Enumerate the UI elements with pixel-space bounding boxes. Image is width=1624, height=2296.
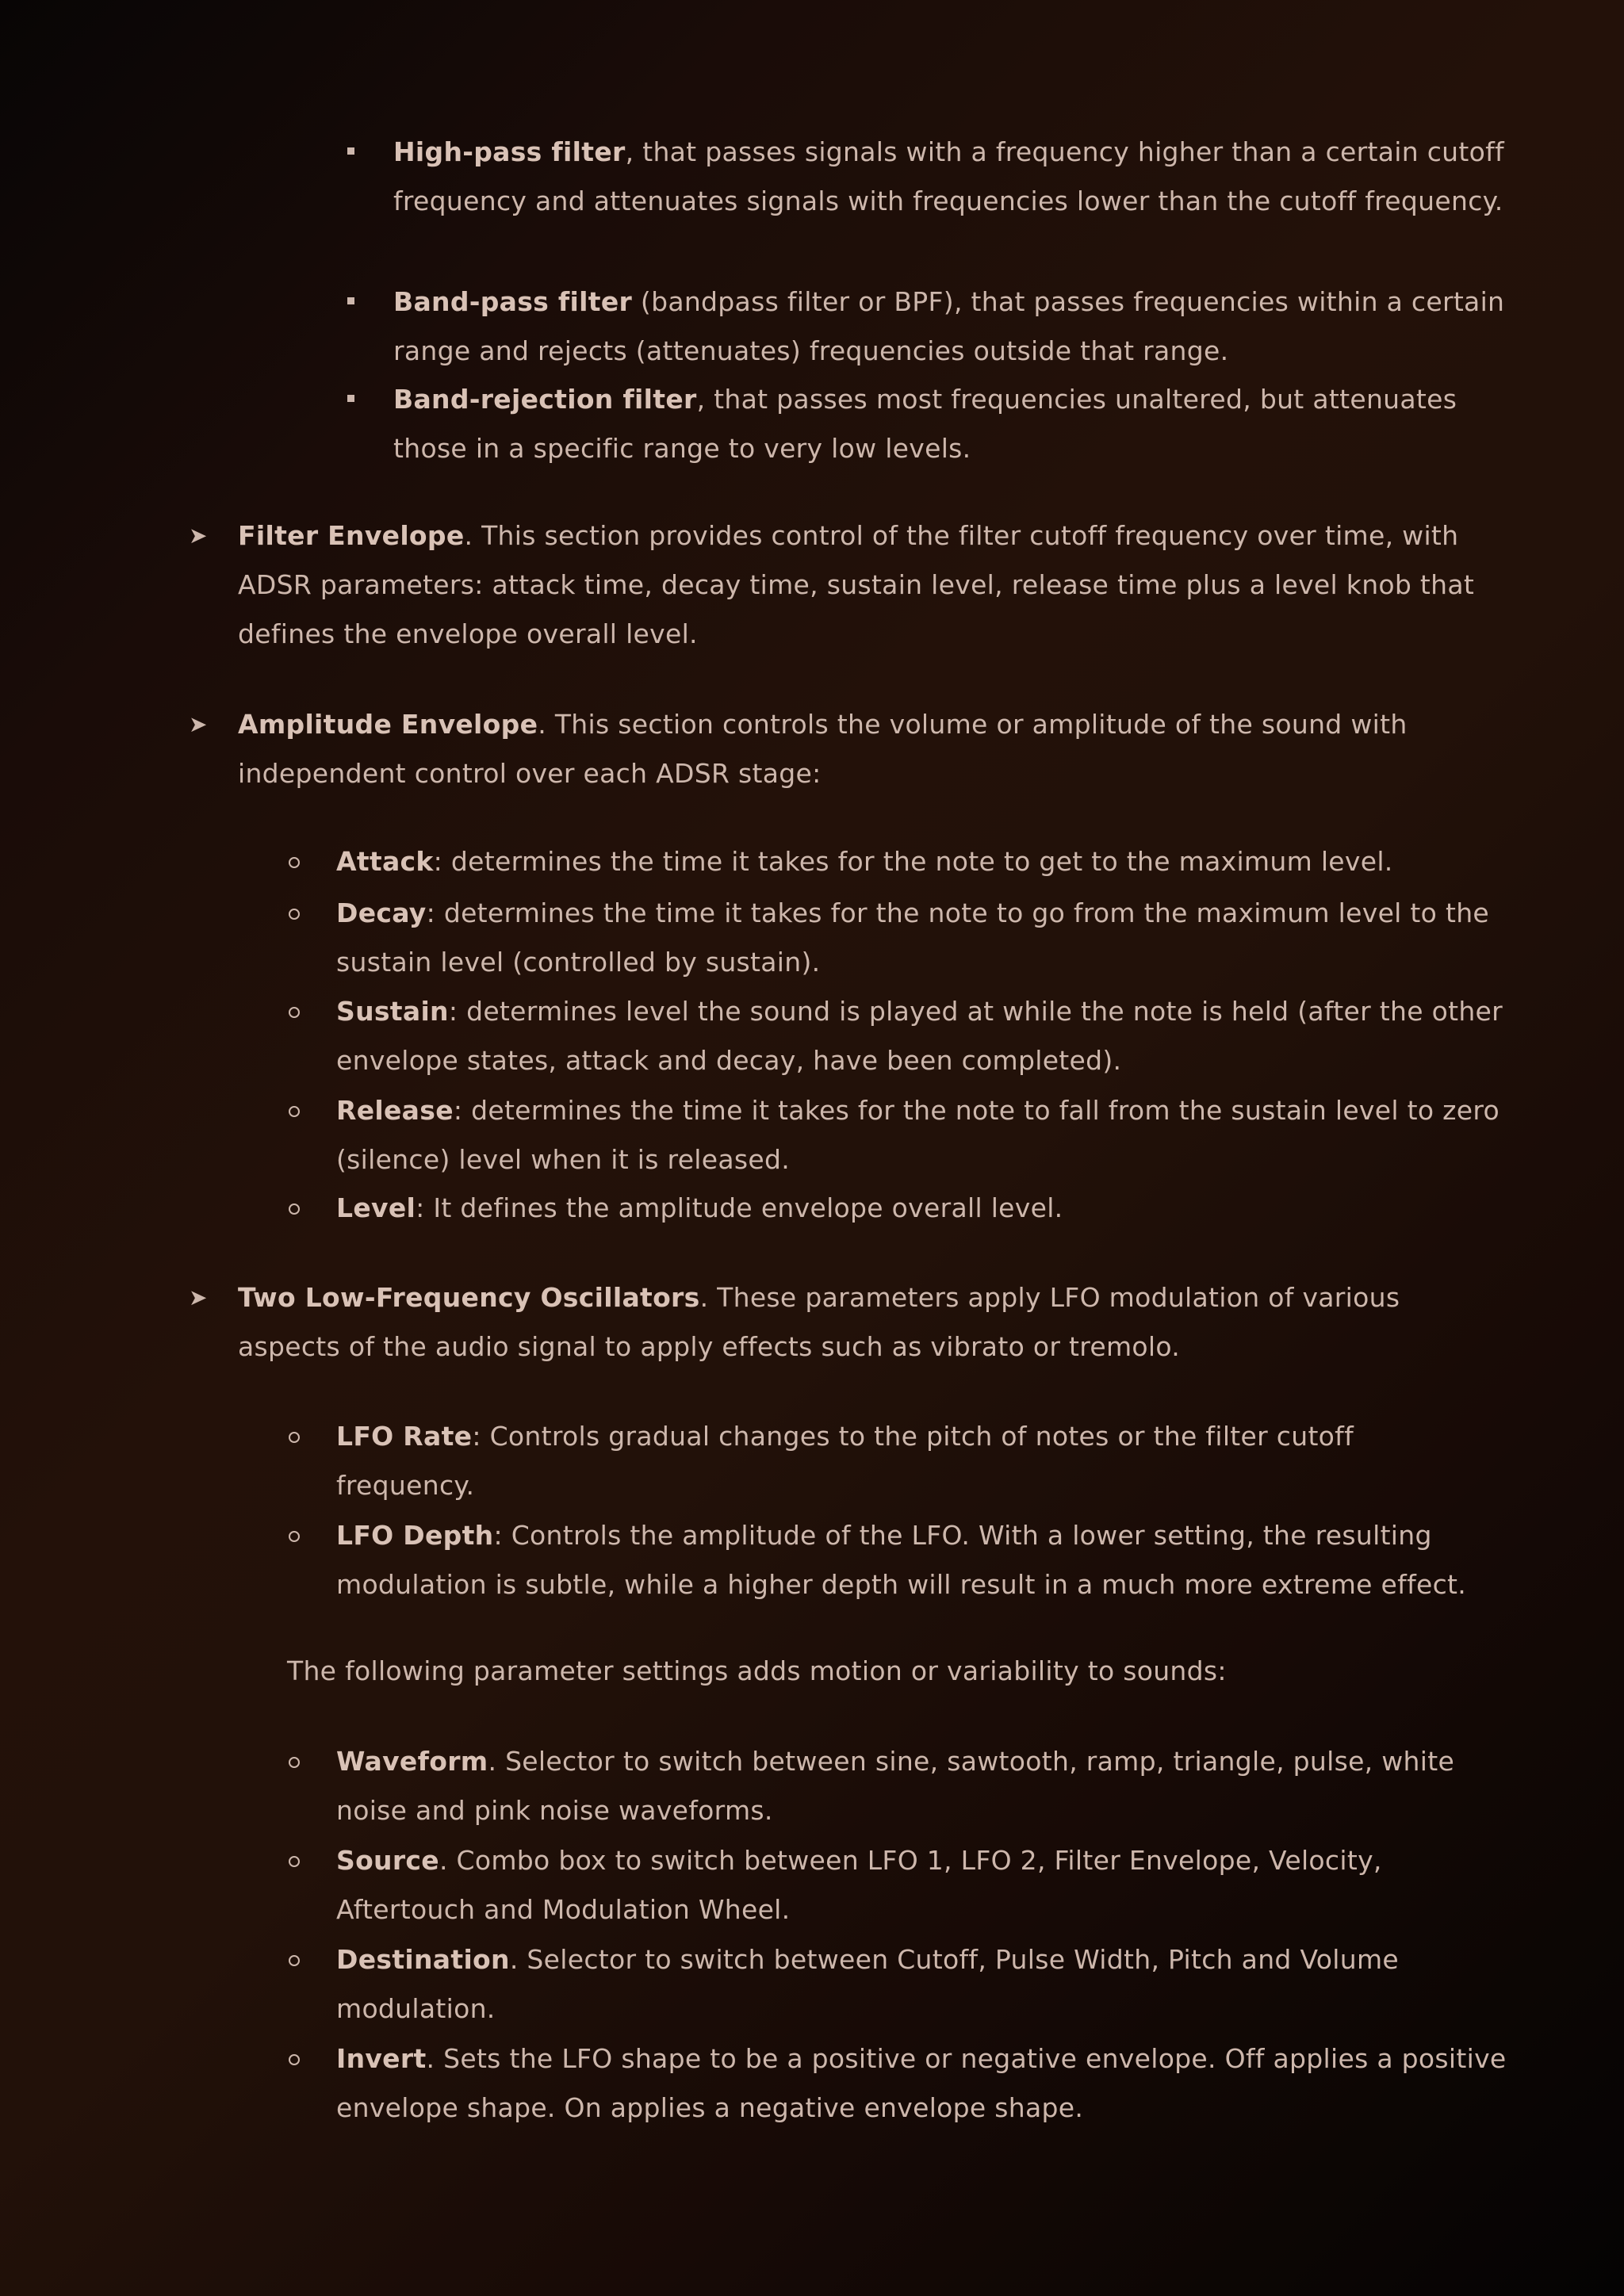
term-description: : determines level the sound is played at while the note is held (after the other envelope states, attack and decay, have been completed).: [336, 996, 1503, 1076]
arrow-bullet-icon: ➤: [189, 711, 208, 737]
circle-bullet-icon: [289, 1106, 300, 1117]
section-two-lfos: [238, 1273, 1507, 1372]
list-item-invert: [336, 2034, 1526, 2133]
term-description: . Selector to switch between Cutoff, Pulse Width, Pitch and Volume modulation.: [336, 1944, 1399, 2024]
term-label: High-pass filter: [393, 136, 626, 167]
circle-bullet-icon: [289, 857, 300, 868]
following-paragraph: The following parameter settings adds motion or variability to sounds:: [287, 1655, 1227, 1686]
section-filter-envelope: [238, 511, 1507, 659]
circle-bullet-icon: [289, 1531, 300, 1542]
section-description: . This section provides control of the filter cutoff frequency over time, with ADSR parameters: attack time, decay time, sustain level, release time plus a level knob that defines the envelope overall level.: [238, 520, 1475, 649]
term-description: : determines the time it takes for the note to go from the maximum level to the sustain level (controlled by sustain).: [336, 897, 1490, 978]
term-label: Decay: [336, 897, 427, 928]
list-item-attack: [336, 837, 1526, 886]
term-description: . Combo box to switch between LFO 1, LFO 2, Filter Envelope, Velocity, Aftertouch and Modulation Wheel.: [336, 1845, 1382, 1925]
term-description: . Selector to switch between sine, sawtooth, ramp, triangle, pulse, white noise and pink noise waveforms.: [336, 1746, 1455, 1826]
list-item-level: [336, 1184, 1526, 1233]
term-label: Band-pass filter: [393, 286, 633, 317]
term-description: , that passes signals with a frequency higher than a certain cutoff frequency and attenuates signals with frequencies lower than the cutoff frequency.: [393, 136, 1504, 216]
term-description: : Controls gradual changes to the pitch of notes or the filter cutoff frequency.: [336, 1421, 1354, 1501]
arrow-bullet-icon: ➤: [189, 522, 208, 549]
term-description: . Sets the LFO shape to be a positive or negative envelope. Off applies a positive envelope shape. On applies a negative envelope shape.: [336, 2043, 1507, 2123]
circle-bullet-icon: [289, 1007, 300, 1018]
term-description: (bandpass filter or BPF), that passes frequencies within a certain range and rejects (attenuates) frequencies outside that range.: [393, 286, 1505, 366]
square-bullet-icon: [347, 147, 354, 155]
list-item-lfo-depth: [336, 1511, 1542, 1609]
term-description: , that passes most frequencies unaltered, but attenuates those in a specific range to very low levels.: [393, 384, 1457, 464]
term-label: Release: [336, 1095, 454, 1126]
term-label: Source: [336, 1845, 439, 1876]
arrow-bullet-icon: ➤: [189, 1284, 208, 1311]
circle-bullet-icon: [289, 909, 300, 920]
section-description: . These parameters apply LFO modulation of various aspects of the audio signal to apply effects such as vibrato or tremolo.: [238, 1282, 1400, 1362]
list-item-destination: [336, 1935, 1526, 2034]
term-label: Band-rejection filter: [393, 384, 697, 415]
term-description: : Controls the amplitude of the LFO. With a lower setting, the resulting modulation is subtle, while a higher depth will result in a much more extreme effect.: [336, 1520, 1467, 1600]
circle-bullet-icon: [289, 1856, 300, 1867]
section-title: Filter Envelope: [238, 520, 465, 551]
section-title: Amplitude Envelope: [238, 709, 538, 740]
list-item-release: [336, 1086, 1526, 1184]
term-label: Invert: [336, 2043, 427, 2074]
list-item-band-pass: [393, 277, 1535, 376]
section-amplitude-envelope: [238, 700, 1507, 798]
section-title: Two Low-Frequency Oscillators: [238, 1282, 700, 1313]
list-item-waveform: [336, 1737, 1526, 1835]
list-item-source: [336, 1836, 1526, 1934]
circle-bullet-icon: [289, 2054, 300, 2065]
list-item-band-rejection: [393, 375, 1535, 473]
list-item-sustain: [336, 987, 1526, 1085]
square-bullet-icon: [347, 395, 354, 402]
term-label: Attack: [336, 846, 434, 877]
term-label: Destination: [336, 1944, 510, 1975]
term-description: : It defines the amplitude envelope overall level.: [416, 1192, 1063, 1223]
term-description: : determines the time it takes for the note to fall from the sustain level to zero (silence) level when it is released.: [336, 1095, 1500, 1175]
term-label: Sustain: [336, 996, 449, 1027]
circle-bullet-icon: [289, 1203, 300, 1215]
list-item-lfo-rate: [336, 1412, 1431, 1510]
section-description: . This section controls the volume or amplitude of the sound with independent control over each ADSR stage:: [238, 709, 1408, 789]
term-label: Level: [336, 1192, 416, 1223]
list-item-decay: [336, 889, 1526, 987]
term-label: LFO Rate: [336, 1421, 473, 1452]
term-description: : determines the time it takes for the note to get to the maximum level.: [433, 846, 1393, 877]
circle-bullet-icon: [289, 1432, 300, 1443]
square-bullet-icon: [347, 297, 354, 304]
term-label: Waveform: [336, 1746, 488, 1777]
list-item-high-pass: [393, 128, 1535, 226]
term-label: LFO Depth: [336, 1520, 494, 1551]
circle-bullet-icon: [289, 1757, 300, 1768]
circle-bullet-icon: [289, 1955, 300, 1966]
